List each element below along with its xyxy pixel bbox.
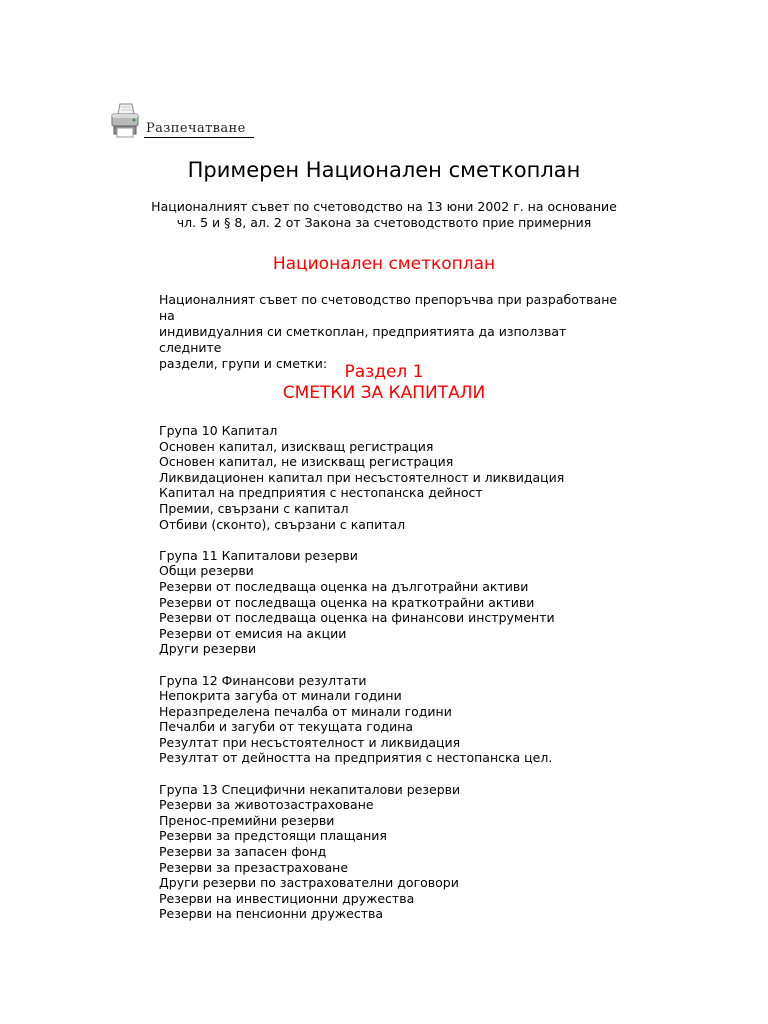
account-item: Резултат при несъстоятелност и ликвидация xyxy=(159,734,461,750)
account-item: Други резерви xyxy=(159,641,257,657)
account-group xyxy=(159,673,719,767)
account-item: Неразпределена печалба от минали години xyxy=(159,703,452,719)
group-heading: Група 12 Финансови резултати xyxy=(159,672,367,688)
account-groups xyxy=(159,423,719,938)
group-heading: Група 11 Капиталови резерви xyxy=(159,547,358,563)
account-item: Отбиви (сконто), свързани с капитал xyxy=(159,516,406,532)
account-item: Резерви на инвестиционни дружества xyxy=(159,890,415,906)
print-toolbar xyxy=(110,102,254,138)
account-group xyxy=(159,782,719,922)
page-title: Примерен Национален сметкоплан xyxy=(187,158,581,182)
paragraph-line: Националният съвет по счетоводство препоръчва при разработване на xyxy=(159,292,618,323)
account-item: Резерви от последваща оценка на краткотрайни активи xyxy=(159,594,535,610)
account-item: Ликвидационен капитал при несъстоятелност и ликвидация xyxy=(159,469,565,485)
account-item: Резерви от последваща оценка на финансови инструменти xyxy=(159,610,555,626)
account-item: Премии, свързани с капитал xyxy=(159,500,349,516)
account-item: Резерви за предстоящи плащания xyxy=(159,828,387,844)
print-link[interactable]: Разпечатване xyxy=(144,121,254,138)
account-item: Общи резерви xyxy=(159,563,254,579)
paragraph-line: раздели, групи и сметки: xyxy=(159,356,328,371)
account-item: Непокрита загуба от минали години xyxy=(159,688,402,704)
account-group xyxy=(159,548,719,657)
account-item: Резерви на пенсионни дружества xyxy=(159,906,383,922)
account-item: Капитал на предприятия с нестопанска дейност xyxy=(159,485,483,501)
account-item: Резултат от дейността на предприятия с нестопанска цел. xyxy=(159,750,553,766)
account-item: Други резерви по застрахователни договори xyxy=(159,875,459,891)
group-heading: Група 13 Специфични некапиталови резерви xyxy=(159,781,461,797)
intro-text xyxy=(150,199,618,231)
account-item: Резерви за презастраховане xyxy=(159,859,349,875)
intro-line: чл. 5 и § 8, ал. 2 от Закона за счетоводството прие примерния xyxy=(176,215,592,230)
account-item: Печалби и загуби от текущата година xyxy=(159,719,414,735)
account-item: Основен капитал, не изискващ регистрация xyxy=(159,454,454,470)
account-item: Резерви за запасен фонд xyxy=(159,844,327,860)
account-group xyxy=(159,423,719,532)
printer-icon[interactable] xyxy=(110,102,144,138)
subtitle: Национален сметкоплан xyxy=(272,254,496,274)
section-name: СМЕТКИ ЗА КАПИТАЛИ xyxy=(282,383,486,403)
recommendation-paragraph xyxy=(159,292,629,372)
paragraph-line: индивидуалния си сметкоплан, предприятията да използват следните xyxy=(159,324,567,355)
account-item: Основен капитал, изискващ регистрация xyxy=(159,438,434,454)
account-item: Резерви от емисия на акции xyxy=(159,625,347,641)
section-number: Раздел 1 xyxy=(344,362,424,382)
account-item: Резерви за животозастраховане xyxy=(159,797,374,813)
group-heading: Група 10 Капитал xyxy=(159,423,278,438)
account-item: Резерви от последваща оценка на дълготрайни активи xyxy=(159,578,529,594)
section-heading xyxy=(0,362,768,404)
intro-line: Националният съвет по счетоводство на 13 юни 2002 г. на основание xyxy=(151,199,617,214)
account-item: Пренос-премийни резерви xyxy=(159,812,335,828)
